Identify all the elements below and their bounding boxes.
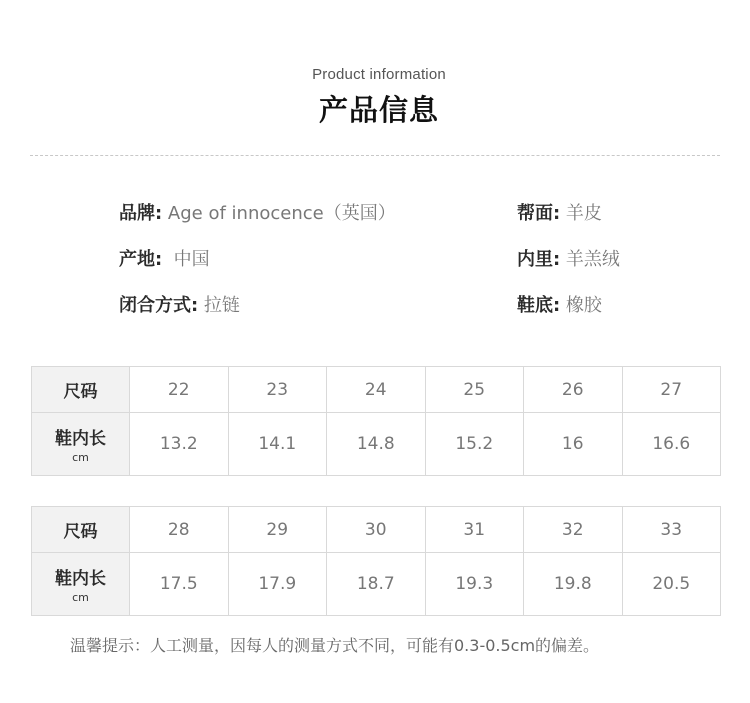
length-header-cell [32, 553, 130, 616]
spec-brand-value: Age of innocence（英国） [162, 203, 396, 224]
size-cell: 25 [425, 367, 524, 413]
spec-upper [517, 199, 602, 225]
dashed-divider [30, 155, 720, 156]
size-table-2 [31, 506, 721, 616]
spec-origin [119, 245, 210, 271]
length-cell: 16.6 [622, 413, 721, 476]
size-header-cell: 尺码 [32, 367, 130, 413]
size-cell: 22 [130, 367, 229, 413]
size-cell: 31 [425, 507, 524, 553]
length-cell: 18.7 [327, 553, 426, 616]
length-cell: 14.8 [327, 413, 426, 476]
length-cell: 17.5 [130, 553, 229, 616]
length-header-unit: cm [72, 591, 89, 604]
spec-lining [517, 245, 620, 271]
size-cell: 33 [622, 507, 721, 553]
measurement-note: 温馨提示：人工测量，因每人的测量方式不同，可能有0.3-0.5cm的偏差。 [70, 636, 600, 655]
size-header-cell: 尺码 [32, 507, 130, 553]
spec-closure-value: 拉链 [198, 295, 240, 316]
spec-lining-value: 羊羔绒 [560, 249, 620, 270]
spec-brand [119, 199, 396, 225]
spec-origin-label: 产地: [119, 249, 163, 270]
length-cell: 16 [524, 413, 623, 476]
spec-sole-label: 鞋底: [517, 295, 561, 316]
size-cell: 32 [524, 507, 623, 553]
spec-sole-value: 橡胶 [560, 295, 602, 316]
spec-brand-label: 品牌: [119, 203, 163, 224]
length-cell: 19.8 [524, 553, 623, 616]
length-cell: 20.5 [622, 553, 721, 616]
length-header-cell [32, 413, 130, 476]
size-cell: 29 [228, 507, 327, 553]
size-cell: 23 [228, 367, 327, 413]
length-cell: 13.2 [130, 413, 229, 476]
size-table-1 [31, 366, 721, 476]
length-header-unit: cm [72, 451, 89, 464]
spec-sole [517, 291, 602, 317]
length-header-label: 鞋内长 [55, 429, 106, 449]
spec-origin-value: 中国 [162, 249, 210, 270]
table-row-lengths [32, 413, 721, 476]
table-row-lengths [32, 553, 721, 616]
size-cell: 26 [524, 367, 623, 413]
page-title: 产品信息 [318, 93, 439, 127]
size-cell: 30 [327, 507, 426, 553]
length-cell: 19.3 [425, 553, 524, 616]
spec-lining-label: 内里: [517, 249, 561, 270]
spec-upper-label: 帮面: [517, 203, 561, 224]
length-cell: 14.1 [228, 413, 327, 476]
spec-closure [119, 291, 240, 317]
spec-closure-label: 闭合方式: [119, 295, 199, 316]
size-cell: 27 [622, 367, 721, 413]
length-cell: 17.9 [228, 553, 327, 616]
product-info-subtitle: Product information [312, 66, 446, 83]
size-cell: 28 [130, 507, 229, 553]
length-header-label: 鞋内长 [55, 569, 106, 589]
length-cell: 15.2 [425, 413, 524, 476]
spec-upper-value: 羊皮 [560, 203, 602, 224]
table-row-sizes [32, 367, 721, 413]
table-row-sizes [32, 507, 721, 553]
size-cell: 24 [327, 367, 426, 413]
